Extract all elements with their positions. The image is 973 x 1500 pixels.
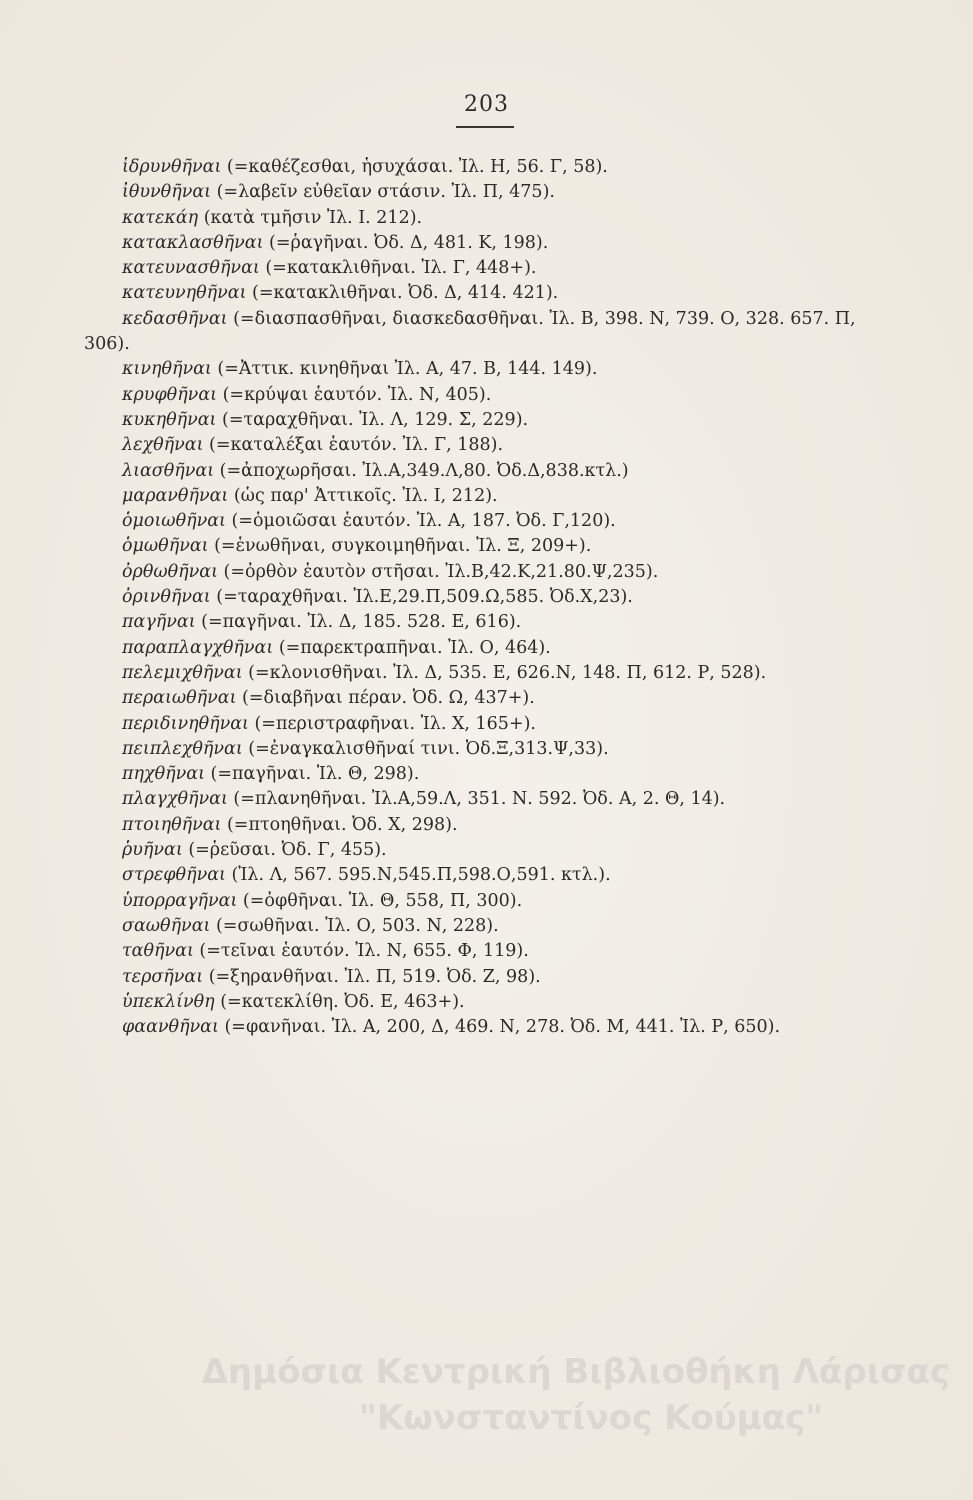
entry-headword: περαιωθῆναι — [122, 688, 237, 709]
entry-definition: (=ἀποχωρῆσαι. Ἰλ.Α,349.Λ,80. Ὀδ.Δ,838.κτλ.) — [219, 460, 629, 481]
entry-definition: (=ὁμοιῶσαι ἑαυτόν. Ἰλ. Α, 187. Ὀδ. Γ,120). — [231, 511, 616, 532]
page-number-rule — [456, 126, 514, 128]
entry-headword: ὀρθωθῆναι — [122, 561, 218, 582]
entry-definition: (=πλανηθῆναι. Ἰλ.Α,59.Λ, 351. Ν. 592. Ὀδ. Α, 2. Θ, 14). — [233, 789, 726, 810]
entry-definition: (=ταραχθῆναι. Ἰλ.Ε,29.Π,509.Ω,585. Ὀδ.Χ,23). — [216, 587, 633, 608]
entry-headword: κατακλασθῆναι — [122, 232, 264, 253]
lexicon-entry — [84, 712, 904, 737]
lexicon-entry — [84, 965, 904, 990]
lexicon-entry — [84, 889, 904, 914]
entry-definition: (=ταραχθῆναι. Ἰλ. Λ, 129. Σ, 229). — [222, 409, 529, 430]
entry-headword: κυκηθῆναι — [122, 409, 217, 430]
entry-definition: (=κατακλιθῆναι. Ἰλ. Γ, 448+). — [265, 258, 537, 279]
lexicon-entry — [84, 534, 904, 559]
lexicon-entry — [84, 484, 904, 509]
entry-definition: (=διασπασθῆναι, διασκεδασθῆναι. Ἰλ. Β, 398. Ν, 739. Ο, 328. 657. Π, 306). — [84, 308, 856, 355]
lexicon-entry — [84, 155, 904, 180]
entry-headword: παραπλαγχθῆναι — [122, 637, 274, 658]
entry-headword: ὁμωθῆναι — [122, 536, 209, 557]
lexicon-entry — [84, 939, 904, 964]
entry-definition: (=κλονισθῆναι. Ἰλ. Δ, 535. Ε, 626.Ν, 148. Π, 612. Ρ, 528). — [248, 662, 767, 683]
entry-list — [84, 155, 904, 1040]
lexicon-entry — [84, 813, 904, 838]
entry-headword: πηχθῆναι — [122, 764, 205, 785]
lexicon-entry — [84, 206, 904, 231]
lexicon-entry — [84, 180, 904, 205]
entry-definition: (=ῥαγῆναι. Ὀδ. Δ, 481. Κ, 198). — [269, 232, 549, 253]
lexicon-entry — [84, 560, 904, 585]
entry-definition: (=ἐναγκαλισθῆναί τινι. Ὀδ.Ξ,313.Ψ,33). — [248, 738, 609, 759]
entry-headword: ἱδρυνθῆναι — [122, 157, 222, 177]
entry-headword: ὁμοιωθῆναι — [122, 511, 226, 532]
library-watermark-line2: "Κωνσταντίνος Κούμας" — [359, 1398, 823, 1438]
entry-definition: (=τεῖναι ἑαυτόν. Ἰλ. Ν, 655. Φ, 119). — [199, 941, 529, 962]
entry-definition: (=κατεκλίθη. Ὀδ. Ε, 463+). — [220, 991, 465, 1012]
lexicon-entry — [84, 585, 904, 610]
page-number: 203 — [464, 92, 509, 117]
entry-definition: (=διαβῆναι πέραν. Ὀδ. Ω, 437+). — [242, 688, 535, 709]
lexicon-entry — [84, 838, 904, 863]
lexicon-entry — [84, 459, 904, 484]
entry-headword: περιδινηθῆναι — [122, 713, 249, 734]
lexicon-entry — [84, 357, 904, 382]
entry-headword: ἰθυνθῆναι — [122, 182, 212, 203]
entry-headword: ῥυῆναι — [122, 840, 183, 861]
entry-headword: ὀρινθῆναι — [122, 587, 211, 608]
lexicon-entry — [84, 408, 904, 433]
lexicon-entry — [84, 1015, 904, 1040]
entry-headword: φαανθῆναι — [122, 1017, 219, 1038]
entry-definition: (=παρεκτραπῆναι. Ἰλ. Ο, 464). — [278, 637, 551, 658]
entry-headword: ὑπεκλίνθη — [122, 991, 215, 1012]
entry-headword: κατευνασθῆναι — [122, 258, 260, 279]
lexicon-entry — [84, 863, 904, 888]
entry-definition: (=παγῆναι. Ἰλ. Δ, 185. 528. Ε, 616). — [201, 612, 522, 633]
entry-definition: (=ῥεῦσαι. Ὀδ. Γ, 455). — [188, 840, 387, 861]
entry-headword: πειπλεχθῆναι — [122, 738, 243, 759]
entry-definition: (=κατακλιθῆναι. Ὀδ. Δ, 414. 421). — [252, 283, 559, 304]
entry-headword: τερσῆναι — [122, 966, 204, 987]
entry-definition: (=σωθῆναι. Ἰλ. Ο, 503. Ν, 228). — [215, 915, 499, 936]
lexicon-entry — [84, 433, 904, 458]
lexicon-entry — [84, 762, 904, 787]
entry-definition: (=ὀφθῆναι. Ἰλ. Θ, 558, Π, 300). — [242, 890, 523, 911]
lexicon-entry — [84, 231, 904, 256]
lexicon-entry — [84, 787, 904, 812]
entry-headword: ὑπορραγῆναι — [122, 890, 238, 911]
entry-headword: σαωθῆναι — [122, 915, 211, 936]
entry-definition: (ὡς παρ' Ἀττικοῖς. Ἰλ. Ι, 212). — [233, 485, 498, 506]
entry-definition: (=λαβεῖν εὐθεῖαν στάσιν. Ἰλ. Π, 475). — [216, 182, 555, 203]
entry-headword: λεχθῆναι — [122, 435, 204, 456]
entry-headword: κατευνηθῆναι — [122, 283, 247, 304]
entry-headword: κρυφθῆναι — [122, 384, 217, 405]
entry-definition: (=κρύψαι ἑαυτόν. Ἰλ. Ν, 405). — [222, 384, 492, 405]
lexicon-entry — [84, 636, 904, 661]
entry-headword: πτοιηθῆναι — [122, 814, 222, 835]
lexicon-entry — [84, 256, 904, 281]
entry-definition: (=καταλέξαι ἑαυτόν. Ἰλ. Γ, 188). — [209, 435, 504, 456]
entry-definition: (=ἑνωθῆναι, συγκοιμηθῆναι. Ἰλ. Ξ, 209+). — [214, 536, 592, 557]
entry-headword: ταθῆναι — [122, 941, 194, 962]
entry-headword: κινηθῆναι — [122, 359, 212, 380]
lexicon-entry — [84, 661, 904, 686]
lexicon-entry — [84, 307, 904, 358]
entry-headword: κατεκάη — [122, 207, 199, 228]
lexicon-entry — [84, 914, 904, 939]
lexicon-entry — [84, 990, 904, 1015]
entry-definition: (=ξηρανθῆναι. Ἰλ. Π, 519. Ὀδ. Ζ, 98). — [208, 966, 541, 987]
lexicon-entry — [84, 509, 904, 534]
entry-definition: (Ἰλ. Λ, 567. 595.Ν,545.Π,598.Ο,591. κτλ.). — [231, 865, 611, 886]
entry-headword: λιασθῆναι — [122, 460, 215, 481]
library-watermark-line1: Δημόσια Κεντρική Βιβλιοθήκη Λάρισας — [201, 1352, 950, 1392]
entry-headword: παγῆναι — [122, 612, 196, 633]
entry-definition: (=περιστραφῆναι. Ἰλ. Χ, 165+). — [254, 713, 536, 734]
lexicon-entry — [84, 383, 904, 408]
entry-definition: (=Ἀττικ. κινηθῆναι Ἰλ. Α, 47. Β, 144. 149). — [217, 359, 598, 380]
entry-headword: πλαγχθῆναι — [122, 789, 228, 810]
entry-definition: (=φανῆναι. Ἰλ. Α, 200, Δ, 469. Ν, 278. Ὀδ. Μ, 441. Ἰλ. Ρ, 650). — [224, 1017, 781, 1038]
entry-headword: στρεφθῆναι — [122, 865, 226, 886]
lexicon-entry — [84, 737, 904, 762]
entry-definition: (κατὰ τμῆσιν Ἰλ. Ι. 212). — [203, 207, 423, 228]
entry-headword: μαρανθῆναι — [122, 485, 229, 506]
entry-headword: κεδασθῆναι — [122, 308, 228, 329]
entry-definition: (=ὀρθὸν ἑαυτὸν στῆσαι. Ἰλ.Β,42.Κ,21.80.Ψ,235). — [223, 561, 659, 582]
entry-definition: (=καθέζεσθαι, ἡσυχάσαι. Ἰλ. Η, 56. Γ, 58). — [226, 157, 608, 177]
entry-definition: (=πτοηθῆναι. Ὀδ. Χ, 298). — [226, 814, 458, 835]
entry-definition: (=παγῆναι. Ἰλ. Θ, 298). — [210, 764, 420, 785]
lexicon-entry — [84, 686, 904, 711]
entry-headword: πελεμιχθῆναι — [122, 662, 243, 683]
lexicon-entry — [84, 610, 904, 635]
lexicon-entry — [84, 281, 904, 306]
